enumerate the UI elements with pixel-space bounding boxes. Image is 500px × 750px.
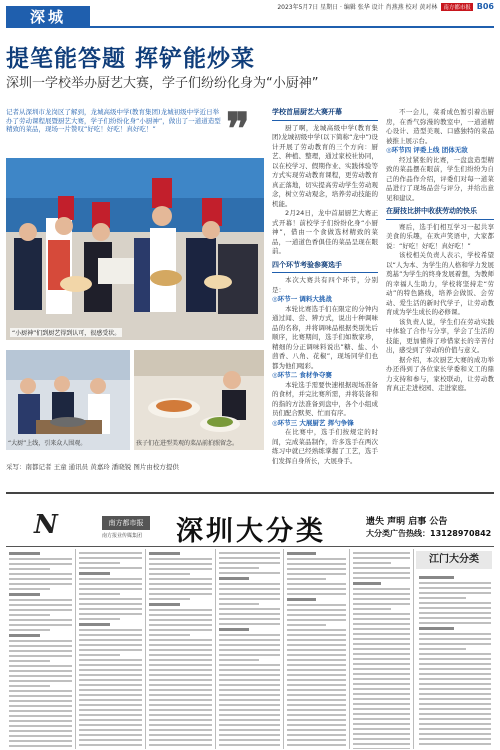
section-tag: 深城 <box>6 6 90 28</box>
header-rule <box>90 26 494 28</box>
sub-classified-banner: 江门大分类 <box>416 551 492 569</box>
dateline <box>277 2 494 11</box>
lead-paragraph: 记者从深圳市龙岗区了解到，龙城高级中学(教育集团)龙城初级中学近日举办了劳动课程展暨厨艺大赛，学子们纷纷化身“小厨神”，做出了一道道造型精致的菜品，现场一片赞叹“好吃！好吃！真好吃！” <box>6 108 221 133</box>
ad-column <box>76 549 146 749</box>
section-title-opening: 学校首届厨艺大赛开幕 <box>272 108 378 121</box>
paragraph: 据介绍，本次厨艺大赛的成功举办还得到了各位家长学委和义工的鼎力支持和参与，家校联动，让劳动教育真正走进校园、走进家庭。 <box>386 355 494 392</box>
ad-column <box>350 549 414 749</box>
main-photo-art <box>6 158 264 340</box>
classified-hotline: 大分类广告热线：13128970842 <box>366 529 492 538</box>
subheadline: 深圳一学校举办厨艺大赛，学子们纷纷化身为“小厨神” <box>6 76 319 91</box>
paragraph: 在比赛中，选手们按规定的时间，完成菜品制作，许多选手在两次练习中就已经熟练掌握了工艺，选手们发挥自身所长，大展身手。 <box>272 428 378 465</box>
right-photo-caption: 孩子们在进型美观的菜品前拍照留念。 <box>136 440 239 447</box>
paragraph: 本次大赛共有四个环节，分别是： <box>272 276 378 294</box>
ad-column <box>146 549 216 749</box>
section-title-rounds: 四个环节考验参赛选手 <box>272 261 378 274</box>
classified-ad-section <box>6 492 494 748</box>
main-photo <box>6 158 264 340</box>
classified-categories: 遗失 声明 启事 公告 <box>366 517 448 527</box>
right-small-photo-art <box>134 350 264 450</box>
round-heading: ◎环节一 调料大挑战 <box>272 295 332 303</box>
paper-logo: N <box>34 510 57 540</box>
paragraph: 2月24日，龙中首届厨艺大赛正式开幕！前校学子们纷纷化身“小厨神”，借由一个食做选材精致的菜品，一道道色香俱佳的菜品呈现在眼前。 <box>272 209 378 255</box>
paper-logo-name: 南方都市报 <box>102 516 150 530</box>
quote-icon: ❞ <box>226 104 250 155</box>
headline: 提笔能答题 挥铲能炒菜 <box>6 46 256 72</box>
paragraph: 该负责人说，学生们在劳动实践中体验了合作与分享，学会了生活的技能，更加懂得了珍惜家长的辛苦付出，感受到了劳动的价值与意义。 <box>386 317 494 354</box>
photo-credit: 采写：南都记者 王童 通讯员 黄嘉玲 潘晓锐 图片由校方提供 <box>6 463 179 471</box>
article-column-2 <box>272 108 378 466</box>
paper-badge: 南方都市报 <box>443 5 471 11</box>
page-header <box>0 0 500 30</box>
round-heading: ◎环节四 评委上线 团体无敌 <box>386 146 468 154</box>
paper-logo-sub: 南方报业传媒集团 <box>102 533 143 539</box>
round-heading: ◎环节二 食材争夺赛 <box>272 371 332 379</box>
paragraph: 本轮比赛选手们在限定的分钟内通过闻、尝、辨方式，说出十种调味品的名称，并将调味品根据类别先后顺序，比赛期间，选手们如数家珍，精细的分正调味料说出”糖、盐、小茴香、八角、花椒”，现场同学们也都为他们喝彩。 <box>272 304 378 370</box>
paragraph: 该校相关负责人表示，学校希望以“人为本、为学生的人格和学力发展奠基”为学生的终身发展着想，为教师的幸福人生助力，学校将坚持走“劳动”的特色路线，培养会做饭、会劳动、爱生活的新时代学子，让劳动教育成为学生成长的必修课。 <box>386 251 494 316</box>
article-column-3 <box>386 108 494 484</box>
left-photo-caption: “大厨”上线，引来众人围观。 <box>8 440 87 447</box>
main-photo-caption: “小厨神”们到厨艺得到认可，很感受状。 <box>12 330 121 337</box>
paragraph: 本轮选手需要快速根据现场准备的食材，并完比赛所需，并将装备和的指的方法准备到盘中，各个小组成员们配合默契、忙而有序。 <box>272 380 378 417</box>
ad-column <box>216 549 284 749</box>
paragraph: 不一会儿，菜肴成色暂引着出厨房，在香气弥漫的教室中，一道道精心设计、造型美观、口感独特的菜品被推上展示台。 <box>386 108 494 145</box>
dateline-text: 2023年5月7日 星期日 · 编辑 张华 设计 肖燕燕 校对 黄对林 <box>277 4 438 11</box>
paragraph: 赛后，选手们相互学习一起共享美食的乐趣，在欢声笑语中，大家都说：“好吃！好吃！真好吃！” <box>386 222 494 250</box>
classified-grid <box>6 546 494 750</box>
round-heading: ◎环节三 大展厨艺 挥勺争锋 <box>272 418 354 427</box>
section-title-joy: 在厨技比拼中收获劳动的快乐 <box>386 207 494 220</box>
ad-column <box>416 573 494 749</box>
ad-column <box>284 549 350 749</box>
right-small-photo <box>134 350 264 450</box>
left-small-photo <box>6 350 130 450</box>
paragraph: 厨了啊，龙城高级中学(教育集团)龙城初级中学(以下简称“龙中”)设计开展了劳动教育的三个方向：厨艺、种植、整理，通过家校社协同，以在校学习、假期作业、实践体验等方式实现劳动教育课程，更劳动教育真正落地，切实提高劳动学生劳动观念，树立劳动观念，培养劳动技能的机能。 <box>272 123 378 208</box>
ad-column <box>6 549 76 749</box>
classified-title: 深圳大分类 <box>176 516 326 547</box>
page-number: B06 <box>476 2 494 11</box>
paragraph: 经过紧张的比赛，一盘盘造型精致的菜品摆在眼前，学生们纷纷为自己的作品作介绍，评委们对每一道菜品进行了现场品尝与评分，并给出意见和建议。 <box>386 155 494 202</box>
left-small-photo-art <box>6 350 130 450</box>
